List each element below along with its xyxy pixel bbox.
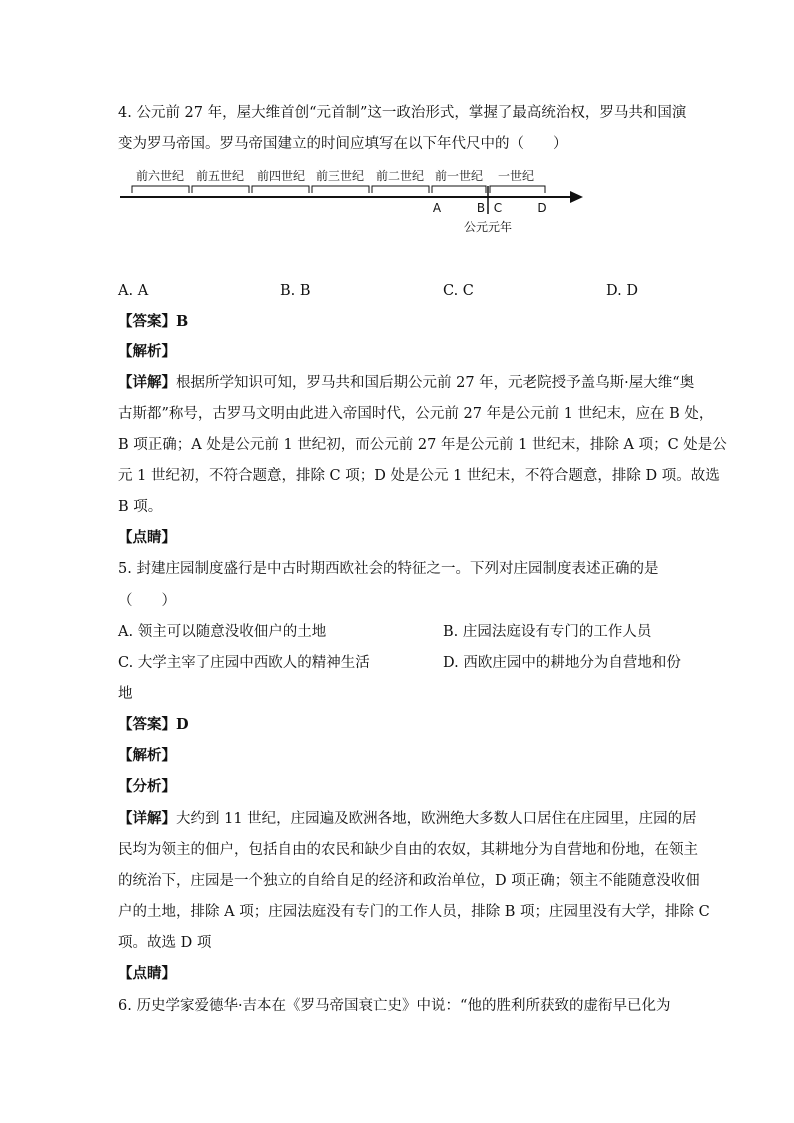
q5-comment-label: 【点睛】 [118, 965, 176, 982]
q5-analysis-label: 【解析】 [118, 747, 176, 764]
q4-answer: 【答案】B [118, 313, 189, 330]
year-zero-label: 公元元年 [463, 220, 513, 234]
q4-option-c: C. C [443, 283, 474, 299]
century-label: 前一世纪 [434, 169, 484, 183]
q4-detail-line3: B 项正确；A 处是公元前 1 世纪初，而公元前 27 年是公元前 1 世纪末，排除 A 项；C 处是公 [118, 437, 727, 453]
q4-detail-line2: 古斯都”称号，古罗马文明由此进入帝国时代，公元前 27 年是公元前 1 世纪末，应在 B 处， [118, 406, 714, 422]
q4-comment-label: 【点睛】 [118, 529, 176, 546]
q5-detail-line2: 民均为领主的佃户，包括自由的农民和缺少自由的农奴，其耕地分为自营地和份地，在领主 [118, 842, 698, 858]
q5-detail-line3: 的统治下，庄园是一个独立的自给自足的经济和政治单位，D 项正确；领主不能随意没收佃 [118, 873, 700, 889]
timeline-arrow-icon [570, 191, 583, 203]
q6-stem-line1: 6. 历史学家爱德华·吉本在《罗马帝国衰亡史》中说：“他的胜利所获致的虚衔早已化为 [118, 998, 671, 1014]
q4-detail-line5: B 项。 [118, 499, 163, 515]
century-label: 前四世纪 [256, 169, 306, 183]
q4-option-a: A. A [118, 283, 149, 299]
q5-option-d-wrap: 地 [118, 686, 133, 702]
q5-detail-line4: 户的土地，排除 A 项；庄园法庭没有专门的工作人员，排除 B 项；庄园里没有大学，排除 C [118, 904, 710, 920]
q5-detail-line5: 项。故选 D 项 [118, 935, 212, 951]
century-label: 前三世纪 [315, 169, 365, 183]
q4-stem-line1: 4. 公元前 27 年，屋大维首创“元首制”这一政治形式，掌握了最高统治权，罗马共和国演 [118, 105, 687, 121]
point-label-c: C [493, 201, 503, 215]
q4-option-d: D. D [606, 283, 638, 299]
point-label-d: D [537, 201, 547, 215]
q4-detail-label: 【详解】 [118, 374, 176, 391]
point-label-b: B [476, 201, 486, 215]
q4-stem-line2: 变为罗马帝国。罗马帝国建立的时间应填写在以下年代尺中的（ ） [118, 136, 568, 152]
century-label: 前六世纪 [135, 169, 185, 183]
q4-detail-line4: 元 1 世纪初，不符合题意，排除 C 项；D 处是公元 1 世纪末，不符合题意，排除 D 项。故选 [118, 468, 720, 484]
q5-option-a: A. 领主可以随意没收佃户的土地 [118, 624, 327, 640]
q4-analysis-label: 【解析】 [118, 343, 176, 360]
q5-answer: 【答案】D [118, 716, 189, 733]
q5-option-d: D. 西欧庄园中的耕地分为自营地和份 [443, 655, 681, 671]
point-label-a: A [432, 201, 442, 215]
q5-option-b: B. 庄园法庭设有专门的工作人员 [443, 624, 652, 640]
q5-option-c: C. 大学主宰了庄园中西欧人的精神生活 [118, 655, 370, 671]
century-label: 前五世纪 [195, 169, 245, 183]
q5-analysis-sub: 【分析】 [118, 778, 176, 795]
q5-stem-line1: 5. 封建庄园制度盛行是中古时期西欧社会的特征之一。下列对庄园制度表述正确的是 [118, 561, 659, 577]
q4-option-b: B. B [280, 283, 311, 299]
q5-detail-label: 【详解】 [118, 810, 176, 827]
timeline-chart [0, 0, 794, 250]
q4-detail-line1: 【详解】根据所学知识可知，罗马共和国后期公元前 27 年，元老院授予盖乌斯·屋大维“奥 [118, 374, 695, 391]
century-label: 前二世纪 [375, 169, 425, 183]
q5-stem-line2: （ ） [118, 593, 176, 609]
century-label: 一世纪 [497, 169, 535, 183]
century-brackets [132, 186, 545, 193]
q5-detail-line1: 【详解】大约到 11 世纪，庄园遍及欧洲各地，欧洲绝大多数人口居住在庄园里，庄园的居 [118, 810, 697, 827]
